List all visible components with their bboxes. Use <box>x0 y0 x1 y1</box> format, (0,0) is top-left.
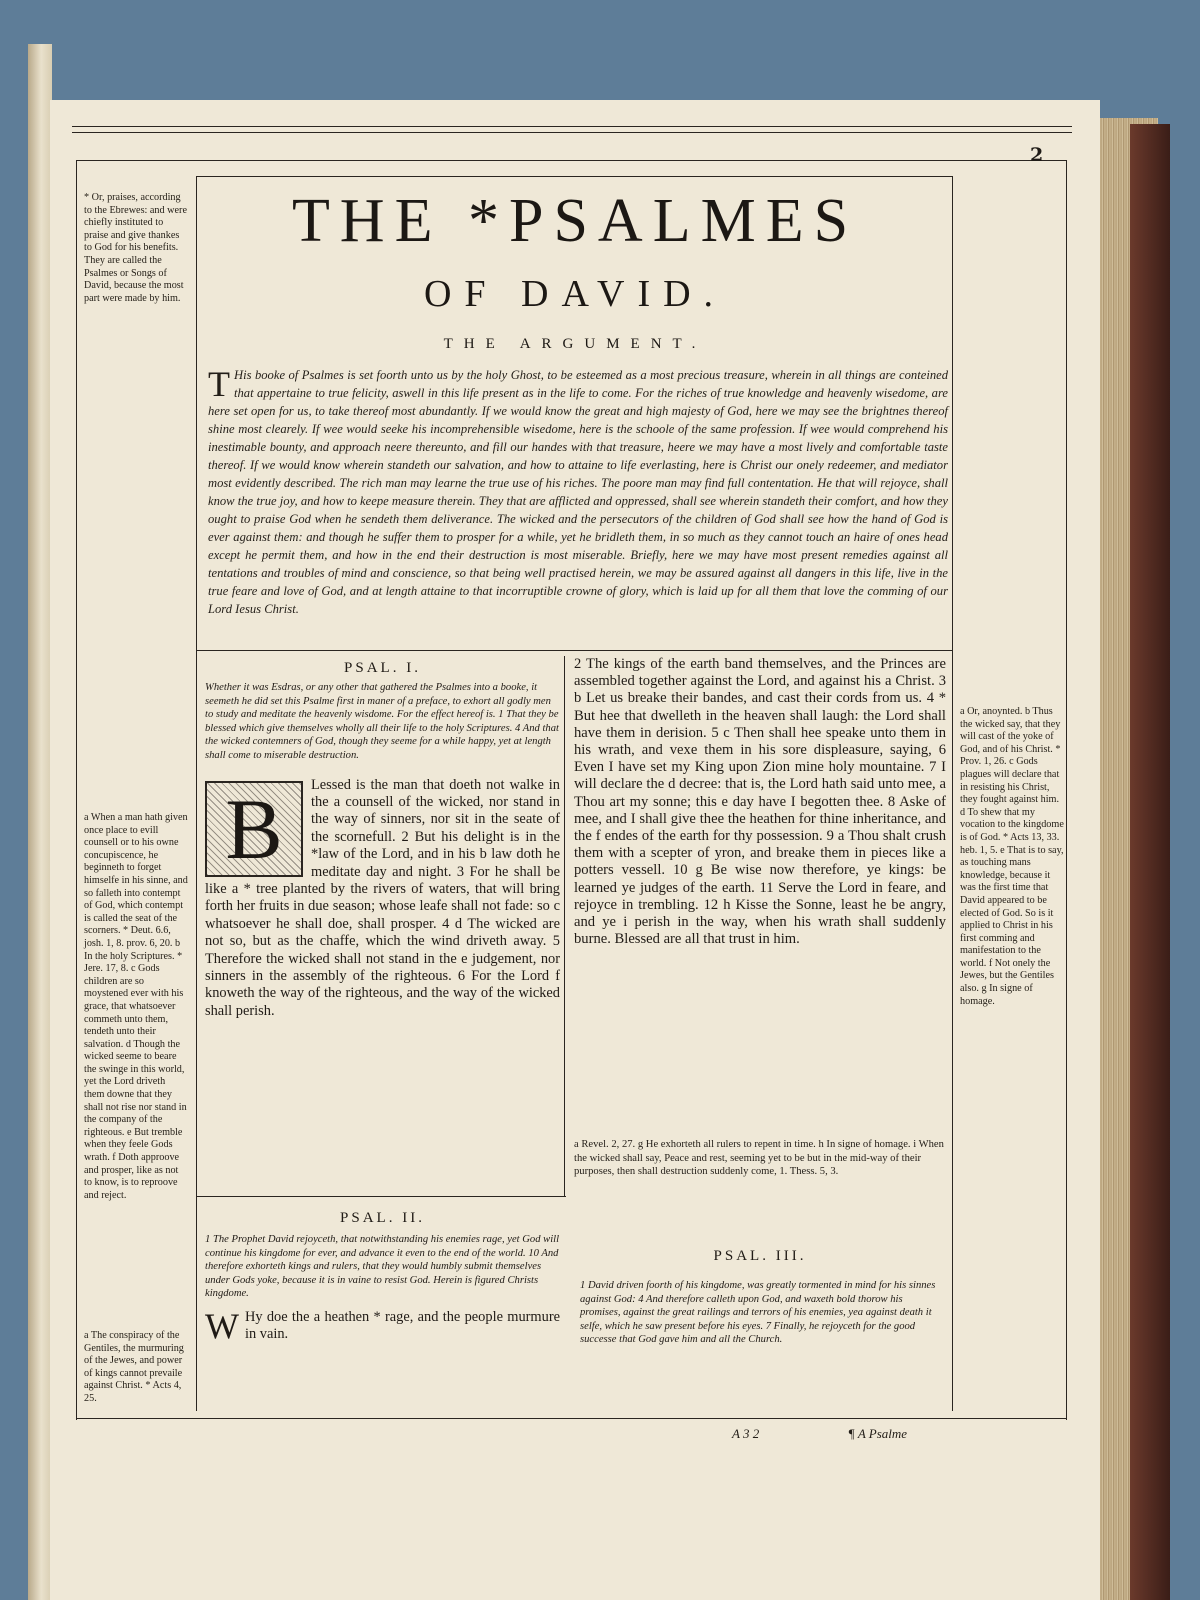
argument-body: His booke of Psalmes is set foorth unto us by the holy Ghost, to be esteemed as a most precious treasure, wherein in all things are conteined that appertaine to true felicity, aswell in this life present as in the life to come. For the riches of true knowledge and heavenly wisedome, are here set open for us, to take thereof most abundantly. If we would know the great and high majesty of God, here we may see the brightnes thereof shine most clearely. If wee would seeke his incomprehensible wisedome, here is the schoole of the same profession. If wee would comprehend his inestimable bounty, and approach neere thereunto, and fill our handes with that treasure, heere we may have a most lively and comfortable taste thereof. If we would know wherein standeth our salvation, and how to attaine to life everlasting, here is Christ our onely redeemer, and mediator most evidently described. The rich man may learne the true use of his riches. The poore man may find full contentation. He that will rejoyce, shall know the true joy, and how to keepe measure therein. They that are afflicted and oppressed, shall see wherein standeth their comfort, and how they ought to praise God when he sendeth them deliverance. The wicked and the persecutors of the children of God shall see how the hand of God is ever against them: and though he suffer them to prosper for a while, yet he bridleth them, in so much as they cannot touch an haire of ones head except he permit them, and how in the end their destruction is most miserable. Briefly, here we may have most present remedies against all tentations and troubles of mind and conscience, so that being well practised herein, we may be assured against all dangers in this life, live in the true feare and love of God, and at length attaine to that incorruptible crowne of glory, which is laid up for all them that love the comming of our Lord Iesus Christ. <box>208 368 948 616</box>
header-rule <box>76 160 1067 161</box>
title-box-top <box>196 176 953 177</box>
psalm-3-section <box>580 1248 940 1347</box>
margin-note-right: a Or, anoynted. b Thus the wicked say, that they will cast of the yoke of God, and of his Christ. * Prov. 1, 26. c Gods plagues will declare that in resisting his Christ, they fought against him. d To shew that my vocation to the kingdome is of God. * Acts 13, 33. heb. 1, 5. e That is to say, as touching mans knowledge, because it was the first time that David appeared to be elected of God. So is it applied to Christ in his first comming and manifestation to the world. f Not onely the Jewes, but the Gentiles also. g In signe of homage. <box>960 706 1064 1007</box>
right-footnotes: a Revel. 2, 27. g He exhorteth all rulers to repent in time. h In signe of homage. i When the wicked shall say, Peace and rest, seeming yet to be but in the mid-way of their purposes, then shall destruction suddenly come, 1. Thess. 5, 3. <box>574 1139 944 1177</box>
catchword: ¶ A Psalme <box>848 1426 908 1441</box>
psalm-1-heading: PSAL. I. <box>344 660 421 676</box>
psalm-2-verses: 2 The kings of the earth band themselves, and the Princes are assembled together against the Lord, and against his a Christ. 3 b Let us breake their bandes, and cast their cords from us. 4 * But hee that dwelleth in the heaven shall laugh: the Lord shall have them in derision. 5 c Then shall hee speake unto them in his wrath, and vexe them in his sore displeasure, saying, 6 Even I have set my King upon Zion mine holy mountaine. 7 I will declare the d decree: that is, the Lord hath said unto mee, a Thou art my sonne; this e day have I begotten thee. 8 Aske of mee, and I shall give thee the heathen for thine inheritance, and the f endes of the earth for thy possession. 9 a Thou shalt crush them with a scepter of yron, and breake them in pieces like a potters vessell. 10 g Be wise now therefore, ye kings: be learned ye judges of the earth. 11 Serve the Lord in feare, and rejoyce in trembling. 12 h Kisse the Sonne, least he be angry, and ye i perish in the way, when his wrath shall suddenly burne. Blessed are all that trust in him. <box>574 656 946 948</box>
psalm-3-heading: PSAL. III. <box>713 1248 807 1264</box>
mid-rule <box>196 1196 566 1197</box>
bottom-rule <box>76 1418 1067 1419</box>
psalm-1-summary: Whether it was Esdras, or any other that gathered the Psalmes into a booke, it seemeth he did set this Psalme first in maner of a preface, to exhort all godly men to study and meditate the heavenly wisdome. For the effect hereof is. 1 That they be blessed which give themselves wholly all their life to the holy Scriptures. 4 And that the wicked contemners of God, though they seeme for a while happy, yet at length shall come to miserable destruction. <box>205 682 559 761</box>
title-box-left <box>196 176 197 1411</box>
psalm-2-verse-1: Hy doe the a heathen * rage, and the people murmure in vain. <box>244 1308 560 1343</box>
psalm-1-verses: Lessed is the man that doeth not walke in the a counsell of the wicked, nor stand in the way of sinners, nor sit in the seate of the scornefull. 2 But his delight is in the *law of the Lord, and in his b law doth he meditate day and night. 3 For he shall be like a * tree planted by the rivers of waters, that will bring forth her fruits in due season; whose leafe shall not fade: so c whatsoever he shall doe, shall prosper. 4 d The wicked are not so, but as the chaffe, which the wind driveth away. 5 Therefore the wicked shall not stand in the e judgement, nor sinners in the assembly of the righteous. 6 For the Lord f knoweth the way of the righteous, and the way of the wicked shall perish. <box>205 776 560 1019</box>
margin-note-middle: a When a man hath given once place to evill counsell or to his owne concupiscence, he beginneth to forget himselfe in his sinne, and so falleth into contempt of God, which contempt is called the seat of the scorners. * Deut. 6.6, josh. 1, 8. prov. 6, 20. b In the holy Scriptures. * Jere. 17, 8. c Gods children are so moystened ever with his grace, that whatsoever commeth unto them, tendeth unto their salvation. d Though the wicked seeme to beare the swinge in this world, yet the Lord driveth them downe that they shall not rise nor stand in the company of the righteous. e But tremble when they feele Gods wrath. f Doth approove and prosper, like as not to know, is to reproove and reject. <box>84 812 188 1201</box>
signature-mark: A 3 2 <box>732 1426 760 1441</box>
right-border <box>1066 160 1067 1420</box>
argument-rule <box>196 650 953 651</box>
page-subtitle: OF DAVID. <box>423 273 727 315</box>
psalm-2-continued-column <box>574 656 946 948</box>
left-page-edge <box>28 44 52 1600</box>
psalm-3-summary: 1 David driven foorth of his kingdome, was greatly tormented in mind for his sinnes against God: 4 And therefore calleth upon God, and waxeth bold thorow his promises, against the great railings and terrors of his enemies, yea against death it selfe, which he saw present before his eyes. 7 Finally, he rejoyceth for the good successe that God gave him and all the Church. <box>580 1280 936 1346</box>
top-rule <box>72 132 1072 133</box>
psalm-2-section <box>205 1210 560 1344</box>
psalm-2-summary: 1 The Prophet David rejoyceth, that notwithstanding his enemies rage, yet God will continue his kingdome for ever, and advance it even to the end of the world. 10 And therefore exhorteth kings and rulers, that they would humbly submit themselves under Gods yoke, because it is in vaine to resist God. Herein is figured Christs kingdome. <box>205 1234 560 1300</box>
book-cover <box>1130 124 1170 1600</box>
argument-text <box>208 366 948 618</box>
psalm-1-text <box>205 777 560 1021</box>
folio-number: 2 <box>1030 144 1044 166</box>
page-title: THE *PSALMES <box>291 187 859 255</box>
argument-drop-letter: T <box>208 364 230 404</box>
argument-heading: THE ARGUMENT. <box>443 336 707 352</box>
psalm-2-drop-letter: W <box>205 1305 239 1346</box>
psalm-1-column <box>205 660 560 1020</box>
decorated-initial-letter: B <box>207 783 301 875</box>
margin-note-top: * Or, praises, according to the Ebrewes: and were chiefly instituted to praise and give thankes to God for his benefits. They are called the Psalmes or Songs of David, because the most part were made by him. <box>84 192 187 304</box>
psalm-2-heading: PSAL. II. <box>340 1210 425 1226</box>
decorated-initial <box>205 781 303 877</box>
column-divider <box>564 656 565 1196</box>
psalm-2-opening <box>205 1305 560 1346</box>
margin-note-bottom: a The conspiracy of the Gentiles, the murmuring of the Jewes, and power of kings cannot prevaile against Christ. * Acts 4, 25. <box>84 1330 184 1404</box>
title-box-right <box>952 176 953 1411</box>
left-border <box>76 160 77 1420</box>
